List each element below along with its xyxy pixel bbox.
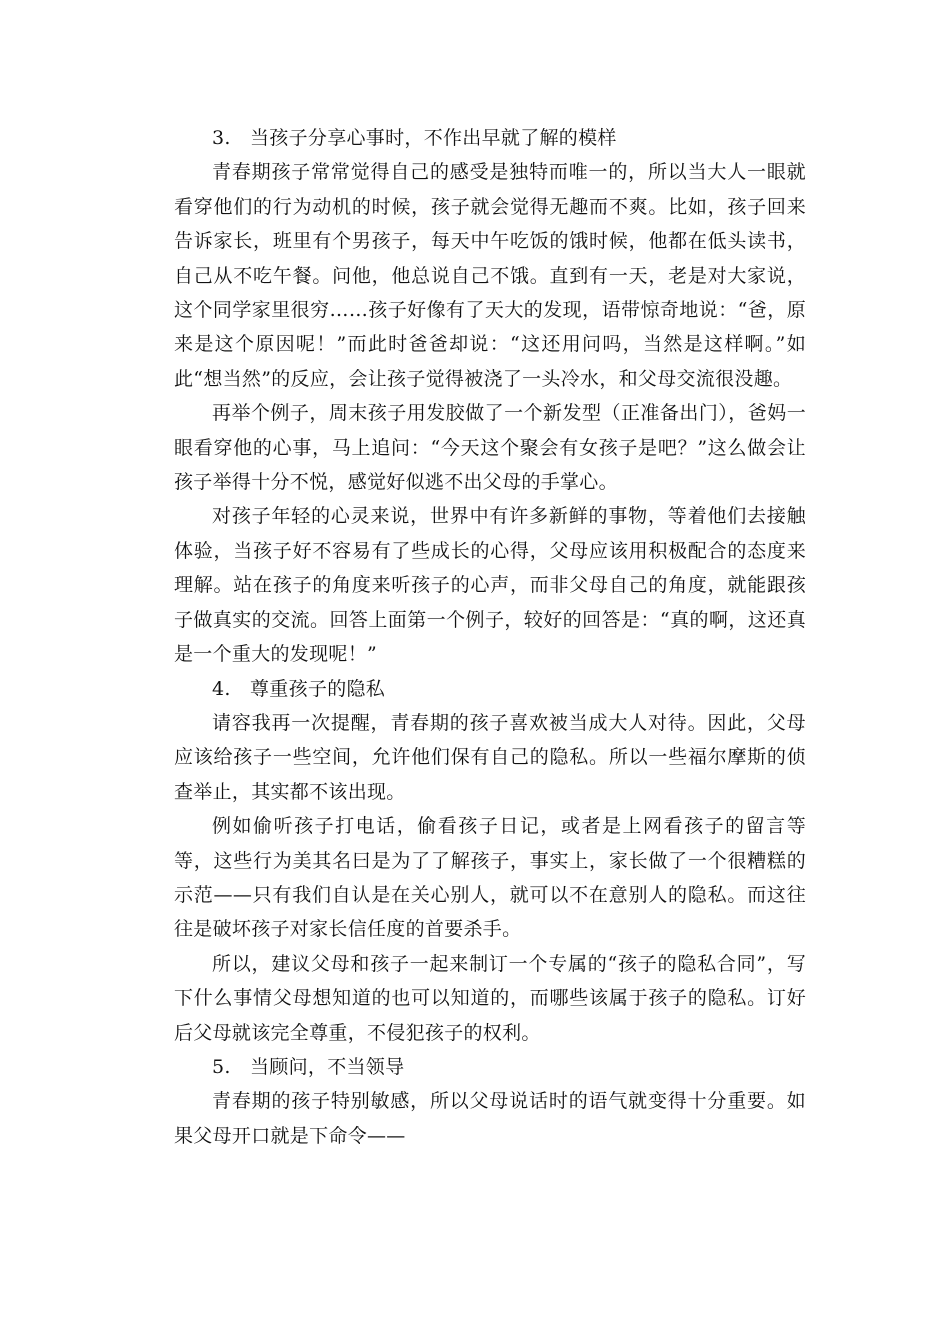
paragraph: 青春期孩子常常觉得自己的感受是独特而唯一的，所以当大人一眼就看穿他们的行为动机的时候，孩子就会觉得无趣而不爽。比如，孩子回来告诉家长，班里有个男孩子，每天中午吃饭的饿时候，他都在低头读书，自己从不吃午餐。问他，他总说自己不饿。直到有一天，老是对大家说，这个同学家里很穷……孩子好像有了天大的发现，语带惊奇地说：“爸，原来是这个原因呢！”而此时爸爸却说：“这还用问吗，当然是这样啊。”如此“想当然”的反应，会让孩子觉得被浇了一头冷水，和父母交流很没趣。 — [174, 161, 806, 390]
section-5 — [174, 1050, 806, 1153]
section-title: 当孩子分享心事时，不作出早就了解的模样 — [250, 127, 617, 149]
section-heading — [174, 672, 806, 706]
section-3 — [174, 121, 806, 672]
paragraph: 对孩子年轻的心灵来说，世界中有许多新鲜的事物，等着他们去接触体验，当孩子好不容易有了些成长的心得，父母应该用积极配合的态度来理解。站在孩子的角度来听孩子的心声，而非父母自己的角度，就能跟孩子做真实的交流。回答上面第一个例子，较好的回答是：“真的啊，这还真是一个重大的发现呢！” — [174, 505, 806, 666]
paragraph: 所以，建议父母和孩子一起来制订一个专属的“孩子的隐私合同”，写下什么事情父母想知道的也可以知道的，而哪些该属于孩子的隐私。订好后父母就该完全尊重，不侵犯孩子的权利。 — [174, 952, 806, 1044]
paragraph: 青春期的孩子特别敏感，所以父母说话时的语气就变得十分重要。如果父母开口就是下命令—— — [174, 1090, 806, 1147]
section-4 — [174, 672, 806, 1050]
paragraph: 再举个例子，周末孩子用发胶做了一个新发型（正准备出门），爸妈一眼看穿他的心事，马上追问：“今天这个聚会有女孩子是吧？”这么做会让孩子举得十分不悦，感觉好似逃不出父母的手掌心。 — [174, 402, 806, 494]
section-heading — [174, 121, 806, 155]
section-number: 4. — [212, 677, 231, 700]
section-title: 尊重孩子的隐私 — [250, 677, 386, 700]
section-heading — [174, 1050, 806, 1084]
section-title: 当顾问，不当领导 — [250, 1055, 405, 1078]
paragraph: 例如偷听孩子打电话，偷看孩子日记，或者是上网看孩子的留言等等，这些行为美其名曰是为了了解孩子，事实上，家长做了一个很糟糕的示范——只有我们自认是在关心别人，就可以不在意别人的隐私。而这往往是破坏孩子对家长信任度的首要杀手。 — [174, 815, 806, 941]
document-body — [174, 121, 806, 1153]
paragraph: 请容我再一次提醒，青春期的孩子喜欢被当成大人对待。因此，父母应该给孩子一些空间，允许他们保有自己的隐私。所以一些福尔摩斯的侦查举止，其实都不该出现。 — [174, 711, 806, 803]
section-number: 3. — [212, 127, 231, 149]
section-number: 5. — [212, 1055, 231, 1078]
